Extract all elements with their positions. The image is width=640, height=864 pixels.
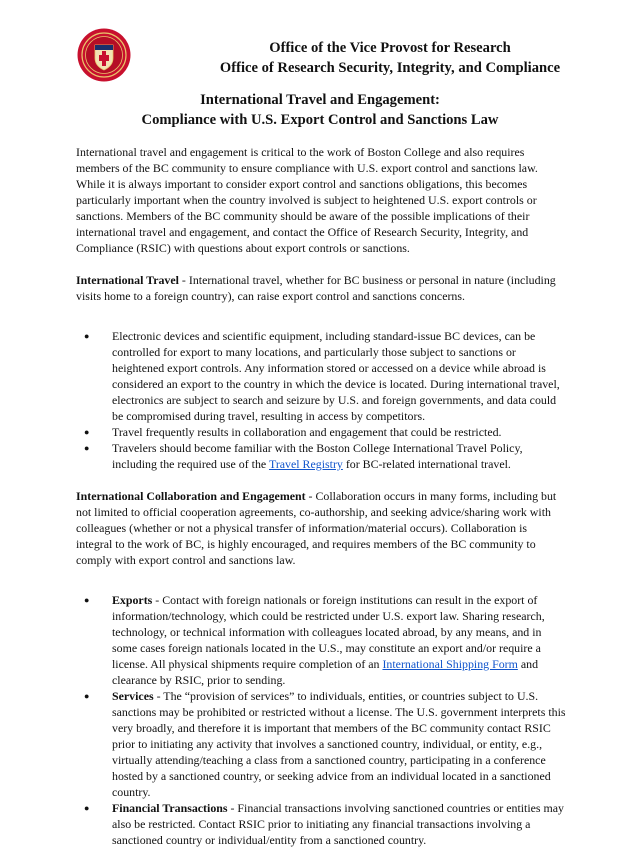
list-item	[76, 328, 566, 424]
exports-text-pre: - Contact with foreign nationals or foreign institutions can result in the export of information/technology, which could be restricted under U.S. export law. Sharing research, technology, or technical information with colleagues located abroad, by any means, and in some cases foreign nationals located in the U.S., may constitute an export and/or require a license. All physical shipments require completion of an	[112, 593, 545, 671]
title-line-2: Compliance with U.S. Export Control and Sanctions Law	[141, 112, 499, 128]
travel-heading: International Travel	[76, 273, 179, 287]
list-item	[76, 800, 566, 848]
financial-transactions-text: - Financial transactions involving sanctioned countries or entities may also be restricted. Contact RSIC prior to initiating any financial transactions involving a sanctioned country or individual/entity from a sanctioned country.	[112, 801, 565, 847]
collaboration-text: - Collaboration occurs in many forms, including but not limited to official cooperation agreements, co-authorship, and seeking advice/sharing work with colleagues (whether or not a physical transfer of information/material occurs). Collaboration is integral to the work of BC, is highly encouraged, and requires members of the BC community to comply with export control and sanctions law.	[76, 489, 557, 567]
travel-bullet-policy-pre: Travelers should become familiar with the Boston College International Travel Policy, including the required use of the	[112, 441, 523, 471]
exports-text-post: and clearance by RSIC, prior to sending.	[112, 657, 539, 687]
collaboration-heading: International Collaboration and Engagement	[76, 489, 306, 503]
travel-bullet-devices: Electronic devices and scientific equipment, including standard-issue BC devices, can be controlled for export to many locations, and particularly those subject to sanctions or heightened export controls. Any information stored or accessed on a device while abroad is considered an export to the country in which the device is located. During international travel, electronics are subject to search and seizure by U.S. and foreign governments, and data could be compromised during travel, resulting in access by competitors.	[112, 329, 560, 423]
office-header	[140, 38, 640, 78]
header-line-1: Office of the Vice Provost for Research	[269, 40, 511, 56]
list-item	[76, 592, 566, 688]
travel-paragraph	[76, 272, 566, 304]
travel-bullet-policy-post: for BC-related international travel.	[342, 457, 511, 471]
list-item	[76, 688, 566, 800]
list-item	[76, 424, 566, 440]
travel-text: - International travel, whether for BC business or personal in nature (including visits home to a foreign country), can raise export control and sanctions concerns.	[76, 273, 556, 303]
intro-paragraph: International travel and engagement is critical to the work of Boston College and also requires members of the BC community to ensure compliance with U.S. export control and sanctions law. While it is always important to consider export control and sanctions obligations, this becomes particularly important when the country involved is subject to heightened U.S. export controls or sanctions. Members of the BC community should be aware of the possible implications of their international travel and engagement, and contact the Office of Research Security, Integrity, and Compliance (RSIC) with questions about export controls or sanctions.	[76, 145, 538, 255]
services-label: Services	[112, 689, 154, 703]
travel-registry-link[interactable]: Travel Registry	[268, 457, 343, 471]
financial-transactions-label: Financial Transactions	[112, 801, 228, 815]
boston-college-seal-logo	[77, 28, 131, 82]
document-body	[76, 144, 566, 864]
collaboration-paragraph	[76, 488, 566, 568]
document-title	[0, 90, 640, 130]
travel-bullet-collaboration: Travel frequently results in collaboration and engagement that could be restricted.	[112, 425, 502, 439]
international-shipping-form-link[interactable]: International Shipping Form	[382, 657, 518, 671]
services-text: - The “provision of services” to individuals, entities, or countries subject to U.S. sanctions may be prohibited or restricted without a license. The U.S. government interprets this very broadly, and therefore it is important that members of the BC community contact RSIC prior to initiating any activity that involves a sanctioned country, individual, or entity, e.g., virtually attending/teaching a class from a sanctioned country, participating in a conference hosted by a sanctioned country, or seeking advice from an individual located in a sanctioned country.	[112, 689, 566, 799]
travel-bullet-list	[76, 328, 566, 472]
header-line-2: Office of Research Security, Integrity, and Compliance	[219, 60, 561, 76]
title-line-1: International Travel and Engagement:	[200, 92, 440, 108]
list-item	[76, 440, 566, 472]
collaboration-bullet-list	[76, 592, 566, 848]
exports-label: Exports	[112, 593, 153, 607]
